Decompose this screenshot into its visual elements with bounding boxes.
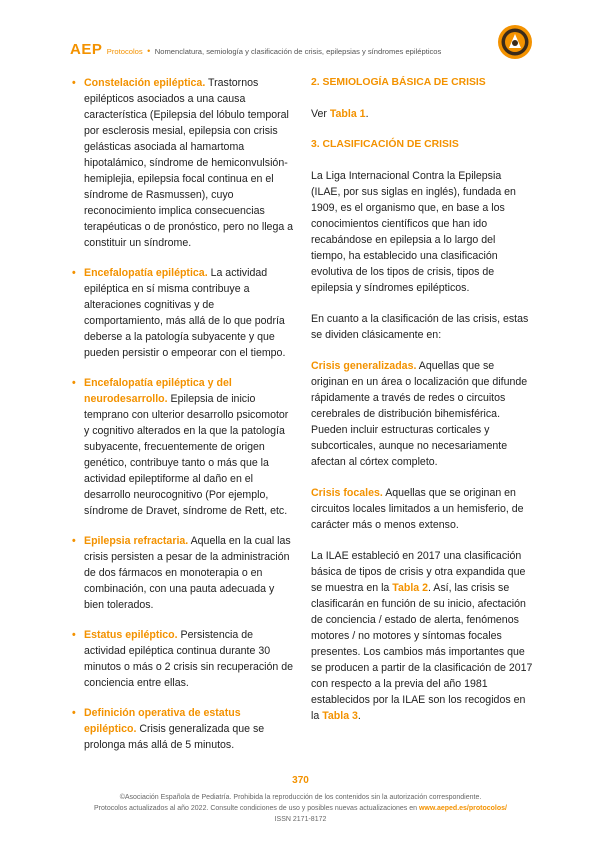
bullet-icon: • (72, 77, 76, 89)
ilae-2017-text-b: . Así, las crisis se clasificarán en función de su inicio, afectación de conciencia / estado de alerta, fenómenos motores / no motores y síntomas focales presentes. Los cambios más importantes que se producen a partir de la clasificación de 2017 con respecto a la previa del año 1981 establecidos por la ILAE son los recogidos en la (311, 582, 533, 722)
definition-text: La actividad epiléptica en sí misma contribuye a alteraciones cognitivas y de comportamiento, más allá de lo que podría deberse a la patología subyacente y que pueden persistir o empeorar con el tiempo. (84, 267, 286, 359)
ilae-2017-paragraph (311, 548, 533, 724)
definition-term: Epilepsia refractaria. (84, 535, 189, 547)
definition-term: Constelación epiléptica. (84, 77, 206, 89)
definition-text: Crisis generalizada que se prolonga más allá de 5 minutos. (84, 723, 265, 751)
bullet-icon: • (72, 535, 76, 547)
definition-item (72, 265, 294, 361)
footer-copyright: ©Asociación Española de Pediatría. Prohibida la reproducción de los contenidos sin la autorización correspondiente. (119, 794, 482, 801)
definition-text: Aquella en la cual las crisis persisten a pesar de la administración de dos fármacos en monoterapia o en combinación, con una pauta adecuada y bien tolerados. (84, 535, 291, 611)
definition-text: Epilepsia de inicio temprano con ulterior desarrollo psicomotor y cognitivo alterados en la que la patología subyacente, frecuentemente de origen genético, contribuye tanto o más que la actividad epileptiforme al daño en el desarrollo neurocognitivo (Por ejemplo, síndrome de Dravet, síndrome de Rett, etc. (84, 393, 289, 517)
generalized-term: Crisis generalizadas. (311, 360, 417, 372)
definition-term: Encefalopatía epiléptica y del neurodesarrollo. (84, 377, 232, 405)
see-table-paragraph (311, 106, 533, 122)
header-separator: • (147, 46, 151, 56)
tabla-1-link[interactable]: Tabla 1 (329, 108, 366, 120)
aep-logo: AEP (70, 41, 103, 58)
ilae-2017-text-c: . (357, 710, 361, 722)
footer-protocolos-link[interactable]: www.aeped.es/protocolos/ (418, 805, 507, 812)
focal-term: Crisis focales. (311, 487, 383, 499)
definition-item (72, 533, 294, 613)
footer-issn: ISSN 2171-8172 (274, 816, 327, 823)
generalized-seizures-paragraph (311, 358, 533, 470)
bullet-icon: • (72, 377, 76, 389)
tabla-3-link[interactable]: Tabla 3 (322, 710, 358, 722)
header-section: Protocolos (106, 47, 143, 56)
section-heading-clasificacion: 3. CLASIFICACIÓN DE CRISIS (311, 139, 459, 150)
bullet-icon: • (72, 267, 76, 279)
aep-seal-icon (497, 24, 533, 60)
ilae-intro-paragraph: La Liga Internacional Contra la Epilepsia (ILAE, por sus siglas en inglés), fundada en 1909, es el organismo que, en base a los conocimientos científicos que han ido recabándose en epilepsia a lo largo del tiempo, ha establecido una clasificación evolutiva de los tipos de crisis, tipos de epilepsia y síndromes epilépticos. (311, 170, 516, 294)
see-prefix: Ver (311, 108, 330, 120)
header-title: Nomenclatura, semiología y clasificación de crisis, epilepsias y síndromes epilépticos (154, 47, 442, 56)
definition-term: Definición operativa de estatus epiléptico. (84, 707, 241, 735)
definition-term: Estatus epiléptico. (84, 629, 178, 641)
definition-item (72, 75, 294, 251)
definition-text: Trastornos epilépticos asociados a una causa característica (Epilepsia del lóbulo temporal por esclerosis mesial, epilepsia con crisis gelásticas asociada al hamartoma hipotalámico, síndrome de hemiconvulsión-hemiplejia, epilepsia focal continua en el síndrome de Rasmussen), cuyo reconocimiento implica consecuencias terapéuticas o de pronóstico, pero no llega a constituir un síndrome. (84, 77, 294, 249)
right-column (311, 75, 533, 739)
definition-item (72, 705, 294, 753)
focal-text: Aquellas que se originan en circuitos locales limitados a un hemisferio, de carácter más o menos extenso. (311, 487, 524, 531)
bullet-icon: • (72, 707, 76, 719)
generalized-text: Aquellas que se originan en un área o localización que difunde rápidamente a través de redes o circuitos cerebrales de distribución bihemisférica. Pueden incluir estructuras corticales y subcorticales, aunque no necesariamente afectan al córtex completo. (311, 360, 528, 468)
bullet-icon: • (72, 629, 76, 641)
left-column (72, 75, 294, 767)
section-heading-semiologia: 2. SEMIOLOGÍA BÁSICA DE CRISIS (311, 77, 486, 88)
definition-item (72, 375, 294, 519)
see-suffix: . (365, 108, 369, 120)
ilae-2017-text-a: La ILAE estableció en 2017 una clasificación básica de tipos de crisis y otra expandida que se muestra en la (311, 550, 526, 594)
definition-term: Encefalopatía epiléptica. (84, 267, 208, 279)
definition-text: Persistencia de actividad epiléptica continua durante 30 minutos o más o 2 crisis sin recuperación de conciencia entre ellas. (84, 629, 294, 689)
footer-updated-text: Protocolos actualizados al año 2022. Consulte condiciones de uso y posibles nuevas actualizaciones en (94, 805, 419, 812)
page-header (70, 41, 490, 57)
focal-seizures-paragraph (311, 485, 533, 533)
definition-item (72, 627, 294, 691)
tabla-2-link[interactable]: Tabla 2 (392, 582, 428, 594)
classification-intro-paragraph: En cuanto a la clasificación de las crisis, estas se dividen clásicamente en: (311, 313, 529, 341)
footer-updated (0, 805, 601, 812)
page-number: 370 (292, 775, 309, 786)
